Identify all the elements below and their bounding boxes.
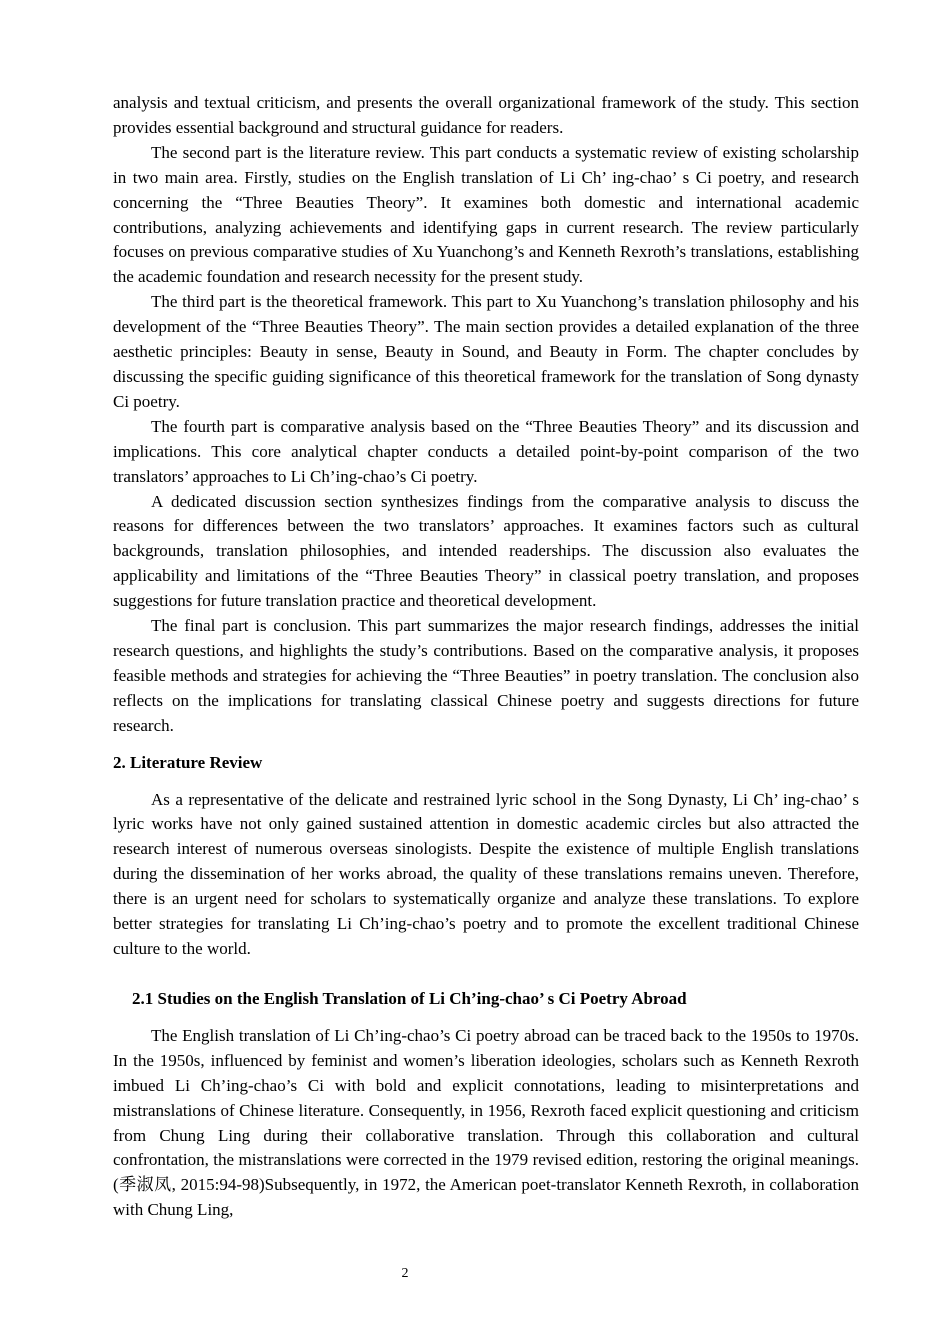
body-paragraph: The English translation of Li Ch’ing-chao’s Ci poetry abroad can be traced back to the 1950s to 1970s. In the 1950s, influenced by feminist and women’s liberation ideologies, scholars such as Kenneth Rexroth imbued Li Ch’ing-chao’s Ci with bold and explicit connotations, leading to misinterpretations and mistranslations of Chinese literature. Consequently, in 1956, Rexroth faced explicit questioning and criticism from Chung Ling during their collaborative translation. Through this collaboration and cultural confrontation, the mistranslations were corrected in the 1979 revised edition, restoring the original meanings. (季淑凤, 2015:94-98)Subsequently, in 1972, the American poet-translator Kenneth Rexroth, in collaboration with Chung Ling, <box>113 1025 859 1220</box>
page-number: 2 <box>401 1266 409 1281</box>
document-page <box>113 91 859 1223</box>
body-paragraph: The third part is the theoretical framework. This part to Xu Yuanchong’s translation philosophy and his development of the “Three Beauties Theory”. The main section provides a detailed explanation of the three aesthetic principles: Beauty in sense, Beauty in Sound, and Beauty in Form. The chapter concludes by discussing the specific guiding significance of this theoretical framework for the translation of Song dynasty Ci poetry. <box>113 292 859 411</box>
body-paragraph: The final part is conclusion. This part summarizes the major research findings, addresses the initial research questions, and highlights the study’s contributions. Based on the comparative analysis, it proposes feasible methods and strategies for achieving the “Three Beauties” in poetry translation. The conclusion also reflects on the implications for translating classical Chinese poetry and suggests directions for future research. <box>113 616 859 735</box>
section-heading-literature-review: 2. Literature Review <box>113 752 263 772</box>
body-paragraph: A dedicated discussion section synthesizes findings from the comparative analysis to discuss the reasons for differences between the two translators’ approaches. It examines factors such as cultural backgrounds, translation philosophies, and intended readerships. The discussion also evaluates the applicability and limitations of the “Three Beauties Theory” in classical poetry translation, and proposes suggestions for future translation practice and theoretical development. <box>113 491 859 611</box>
body-paragraph: The fourth part is comparative analysis based on the “Three Beauties Theory” and its discussion and implications. This core analytical chapter conducts a detailed point-by-point comparison of the two translators’ approaches to Li Ch’ing-chao’s Ci poetry. <box>113 416 859 486</box>
body-paragraph: As a representative of the delicate and restrained lyric school in the Song Dynasty, Li Ch’ ing-chao’ s lyric works have not only gained sustained attention in domestic academic circles but also attracted the research interest of numerous overseas sinologists. Despite the existence of multiple English translations during the dissemination of her works abroad, the quality of these translations remains uneven. Therefore, there is an urgent need for scholars to systematically organize and analyze these translations. To explore better strategies for translating Li Ch’ing-chao’s poetry and to promote the excellent traditional Chinese culture to the world. <box>113 789 859 958</box>
body-paragraph: The second part is the literature review. This part conducts a systematic review of existing scholarship in two main area. Firstly, studies on the English translation of Li Ch’ ing-chao’ s Ci poetry, and research concerning the “Three Beauties Theory”. It examines both domestic and international academic contributions, analyzing achievements and identifying gaps in current research. The review particularly focuses on previous comparative studies of Xu Yuanchong’s and Kenneth Rexroth’s translations, establishing the academic foundation and research necessity for the present study. <box>113 142 859 287</box>
body-paragraph: analysis and textual criticism, and presents the overall organizational framework of the study. This section provides essential background and structural guidance for readers. <box>113 93 859 137</box>
subsection-heading-studies-abroad: 2.1 Studies on the English Translation of Li Ch’ing-chao’ s Ci Poetry Abroad <box>132 988 687 1008</box>
